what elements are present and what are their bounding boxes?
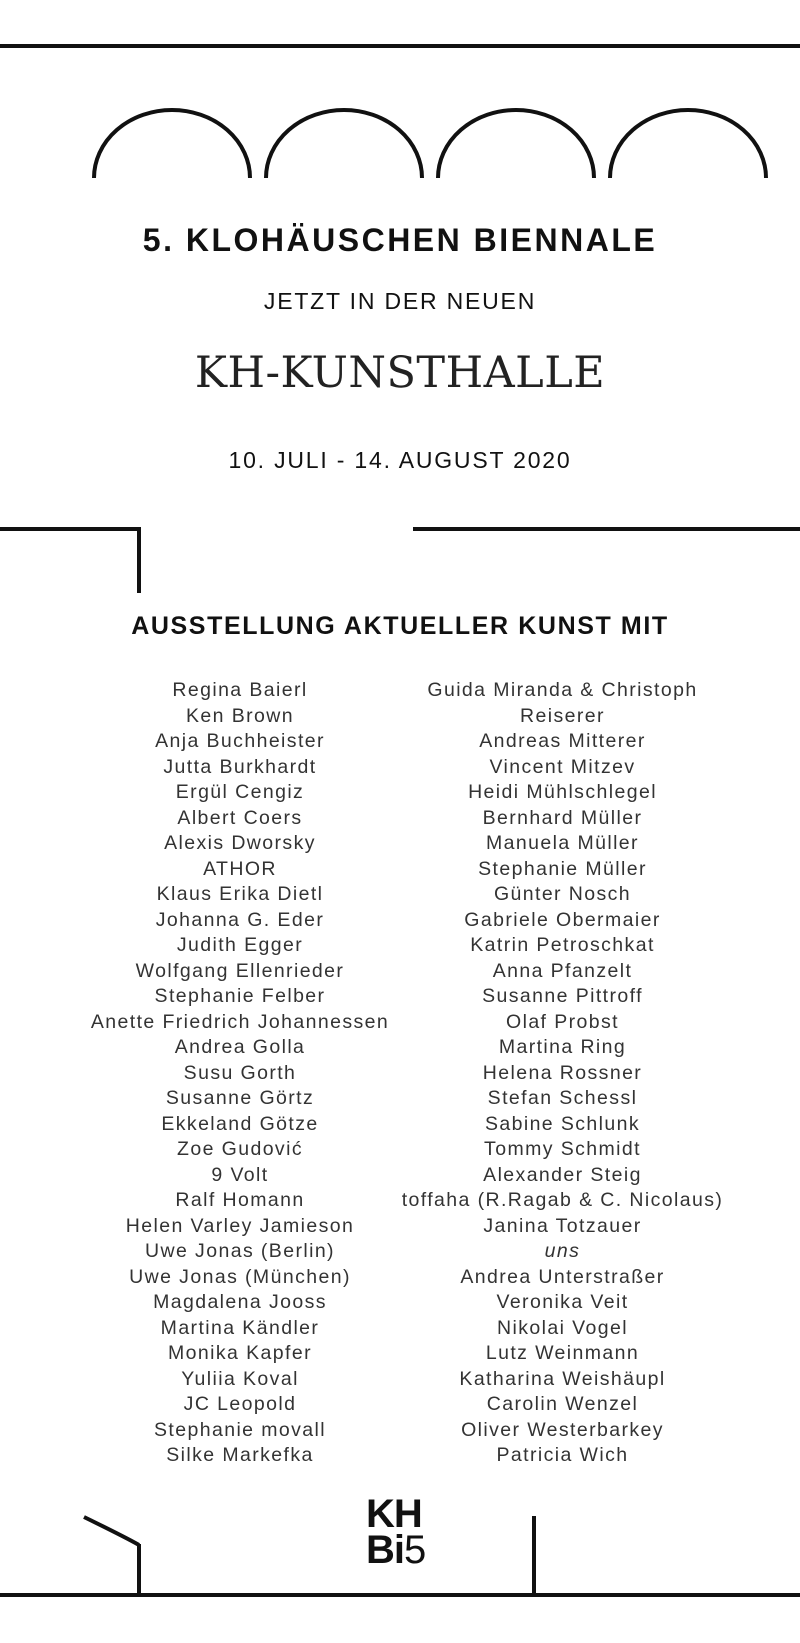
artist-name: Klaus Erika Dietl bbox=[156, 883, 324, 905]
artist-name: Johanna G. Eder bbox=[155, 908, 325, 931]
artist-name: Gabriele Obermaier bbox=[464, 908, 661, 931]
artist-name: Katharina Weishäupl bbox=[459, 1367, 666, 1390]
artist-name: Martina Ring bbox=[498, 1036, 627, 1058]
artist-name: Ekkeland Götze bbox=[161, 1112, 319, 1135]
artist-name: Monika Kapfer bbox=[168, 1342, 312, 1364]
artist-name: uns bbox=[544, 1240, 581, 1262]
artist-name: Heidi Mühlschlegel bbox=[468, 781, 657, 803]
artist-name: Wolfgang Ellenrieder bbox=[135, 959, 345, 982]
arch-1 bbox=[94, 110, 250, 178]
artist-name: Uwe Jonas (Berlin) bbox=[145, 1240, 335, 1262]
arch-2 bbox=[266, 110, 422, 178]
artist-name: Martina Kändler bbox=[160, 1316, 320, 1339]
artist-name: Magdalena Jooss bbox=[153, 1291, 327, 1313]
artist-name: Yuliia Koval bbox=[181, 1367, 299, 1390]
artist-name: Stephanie Felber bbox=[154, 985, 326, 1007]
artist-name: Alexis Dworsky bbox=[164, 832, 316, 854]
artist-name: Guida Miranda & Christoph bbox=[427, 679, 698, 701]
artist-name: Jutta Burkhardt bbox=[163, 755, 317, 778]
artist-name: Stefan Schessl bbox=[487, 1087, 638, 1109]
artist-name: Albert Coers bbox=[177, 806, 303, 829]
event-subtitle: JETZT IN DER NEUEN bbox=[263, 288, 537, 314]
artist-name: Ken Brown bbox=[186, 704, 294, 727]
artist-name: Andrea Golla bbox=[174, 1036, 306, 1058]
artist-name: 9 Volt bbox=[211, 1163, 269, 1186]
logo-line-1: KH bbox=[366, 1492, 422, 1536]
artist-name: Olaf Probst bbox=[506, 1010, 619, 1033]
artist-name: Uwe Jonas (München) bbox=[129, 1265, 351, 1288]
artist-name: Anette Friedrich Johannessen bbox=[90, 1010, 390, 1033]
artist-name: Anna Pfanzelt bbox=[492, 959, 633, 982]
arch-3 bbox=[438, 110, 594, 178]
artist-name: Veronika Veit bbox=[496, 1291, 629, 1313]
artist-name: Stephanie movall bbox=[154, 1418, 326, 1441]
artist-name: Vincent Mitzev bbox=[489, 755, 636, 778]
artist-name: Janina Totzauer bbox=[483, 1214, 642, 1237]
artist-name: Stephanie Müller bbox=[478, 857, 647, 880]
event-dates: 10. JULI - 14. AUGUST 2020 bbox=[228, 447, 572, 473]
artist-name: Ralf Homann bbox=[175, 1189, 305, 1211]
artist-name: Manuela Müller bbox=[486, 832, 639, 854]
artist-name: Oliver Westerbarkey bbox=[461, 1418, 664, 1441]
artist-name: Lutz Weinmann bbox=[485, 1342, 640, 1364]
artist-name: Tommy Schmidt bbox=[484, 1138, 641, 1160]
artist-name: Patricia Wich bbox=[496, 1444, 629, 1466]
artist-name: Helen Varley Jamieson bbox=[125, 1214, 355, 1237]
artist-name: Regina Baierl bbox=[172, 679, 308, 701]
artist-name: Judith Egger bbox=[176, 934, 304, 956]
venue-name: KH-KUNSTHALLE bbox=[194, 348, 606, 398]
artist-name: Reiserer bbox=[520, 704, 605, 727]
artist-name: Ergül Cengiz bbox=[175, 781, 305, 803]
arch-4 bbox=[610, 110, 766, 178]
artist-name: Zoe Gudović bbox=[177, 1138, 303, 1160]
artist-name: Andreas Mitterer bbox=[479, 730, 646, 752]
artist-name: Susanne Pittroff bbox=[482, 985, 643, 1007]
artist-name: Sabine Schlunk bbox=[484, 1112, 641, 1135]
artist-name: Günter Nosch bbox=[493, 883, 632, 905]
logo-number: 5 bbox=[404, 1528, 426, 1572]
artist-name: Bernhard Müller bbox=[482, 806, 643, 829]
artist-list-right bbox=[380, 678, 745, 1469]
artist-name: Silke Markefka bbox=[166, 1444, 314, 1466]
artist-name: Susu Gorth bbox=[183, 1061, 297, 1084]
artist-name: Katrin Petroschkat bbox=[470, 934, 655, 956]
artist-name: Andrea Unterstraßer bbox=[460, 1265, 665, 1288]
exhibition-heading: AUSSTELLUNG AKTUELLER KUNST MIT bbox=[131, 612, 669, 640]
artist-name: Carolin Wenzel bbox=[486, 1393, 639, 1415]
artist-name: Alexander Steig bbox=[483, 1163, 642, 1186]
logo-letters: Bi bbox=[366, 1528, 404, 1572]
artist-name: ATHOR bbox=[203, 857, 277, 880]
artist-name: Nikolai Vogel bbox=[497, 1316, 628, 1339]
khbi5-logo bbox=[366, 1492, 438, 1572]
artist-name: toffaha (R.Ragab & C. Nicolaus) bbox=[401, 1189, 724, 1211]
artist-name: Anja Buchheister bbox=[155, 730, 325, 752]
event-title: 5. KLOHÄUSCHEN BIENNALE bbox=[142, 222, 658, 258]
door-swing-arc bbox=[84, 1517, 139, 1545]
artist-name: Helena Rossner bbox=[482, 1061, 643, 1084]
logo-line-2 bbox=[366, 1528, 438, 1572]
artist-name: JC Leopold bbox=[183, 1393, 297, 1415]
artist-name: Susanne Görtz bbox=[165, 1087, 315, 1109]
